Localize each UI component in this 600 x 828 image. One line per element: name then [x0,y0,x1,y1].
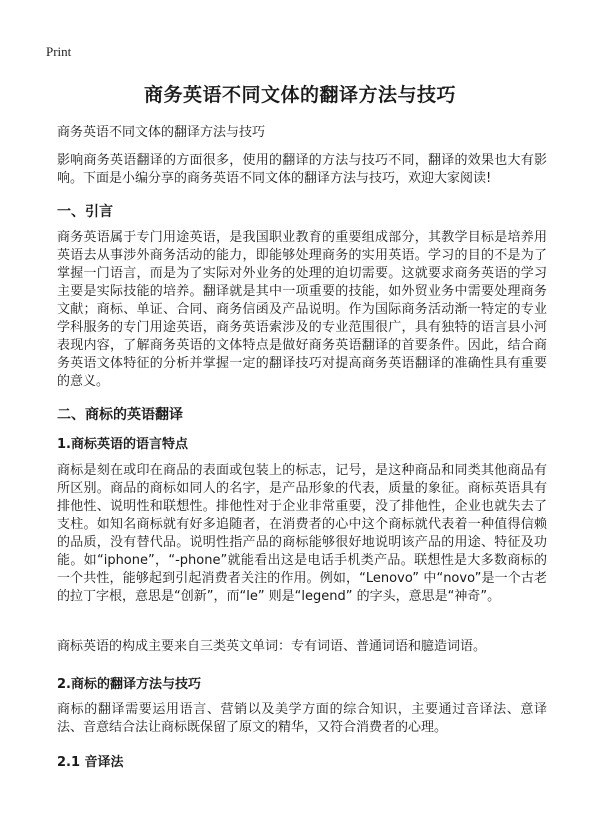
document-subtitle: 商务英语不同文体的翻译方法与技巧 [57,125,266,140]
page-title: 商务英语不同文体的翻译方法与技巧 [143,84,456,106]
subsection-heading-translation-methods: 2.商标的翻译方法与技巧 [57,677,201,692]
section-heading-trademark: 二、商标的英语翻译 [57,407,183,423]
print-link[interactable]: Print [46,44,72,59]
subsection-heading-transliteration: 2.1 音译法 [57,755,124,770]
trademark-composition-paragraph: 商标英语的构成主要来自三类英文单词：专有词语、普通词语和臆造词语。 [57,639,487,654]
translation-methods-paragraph: 商标的翻译需要运用语言、营销以及美学方面的综合知识，主要通过音译法、意译法、音意结合法让商标既保留了原文的精华，又符合消费者的心理。 [57,702,547,735]
language-features-paragraph: 商标是刻在或印在商品的表面或包装上的标志，记号，是这种商品和同类其他商品有所区别。商品的商标如同人的名字，是产品形象的代表，质量的象征。商标英语具有排他性、说明性和联想性。排他性对于企业非常重要，没了排他性，企业也就失去了支柱。如知名商标就有好多追随者，在消费者的心中这个商标就代表着一种值得信赖的品质，没有替代品。说明性指产品的商标能够很好地说明该产品的用途、特征及功能。如“iphone”，“-phone”就能看出这是电话手机类产品。联想性是大多数商标的一个共性，能够起到引起消费者关注的作用。例如，“Lenovo” 中“novo”是一个古老的拉丁字根，意思是“创新”，而“le” 则是“legend” 的字头，意思是“神奇”。 [57,463,547,604]
introduction-paragraph: 商务英语属于专门用途英语，是我国职业教育的重要组成部分，其教学目标是培养用英语去从事涉外商务活动的能力，即能够处理商务的实用英语。学习的目的不是为了掌握一门语言，而是为了实际对外业务的处理的迫切需要。这就要求商务英语的学习主要是实际技能的培养。翻译就是其中一项重要的技能，如外贸业务中需要处理商务文献；商标、单证、合同、商务信函及产品说明。作为国际商务活动渐一特定的专业学科服务的专门用途英语，商务英语索涉及的专业范围很广，具有独特的语言县小河表现内容，了解商务英语的文体特点是做好商务英语翻译的首要条件。因此，结合商务英语文体特征的分析并掌握一定的翻译技巧对提高商务英语翻译的准确性具有重要的意义。 [57,230,547,389]
intro-paragraph: 影响商务英语翻译的方面很多，使用的翻译的方法与技巧不同，翻译的效果也大有影响。下面是小编分享的商务英语不同文体的翻译方法与技巧，欢迎大家阅读! [57,153,547,186]
section-heading-introduction: 一、引言 [57,204,113,220]
subsection-heading-language-features: 1.商标英语的语言特点 [57,437,188,452]
